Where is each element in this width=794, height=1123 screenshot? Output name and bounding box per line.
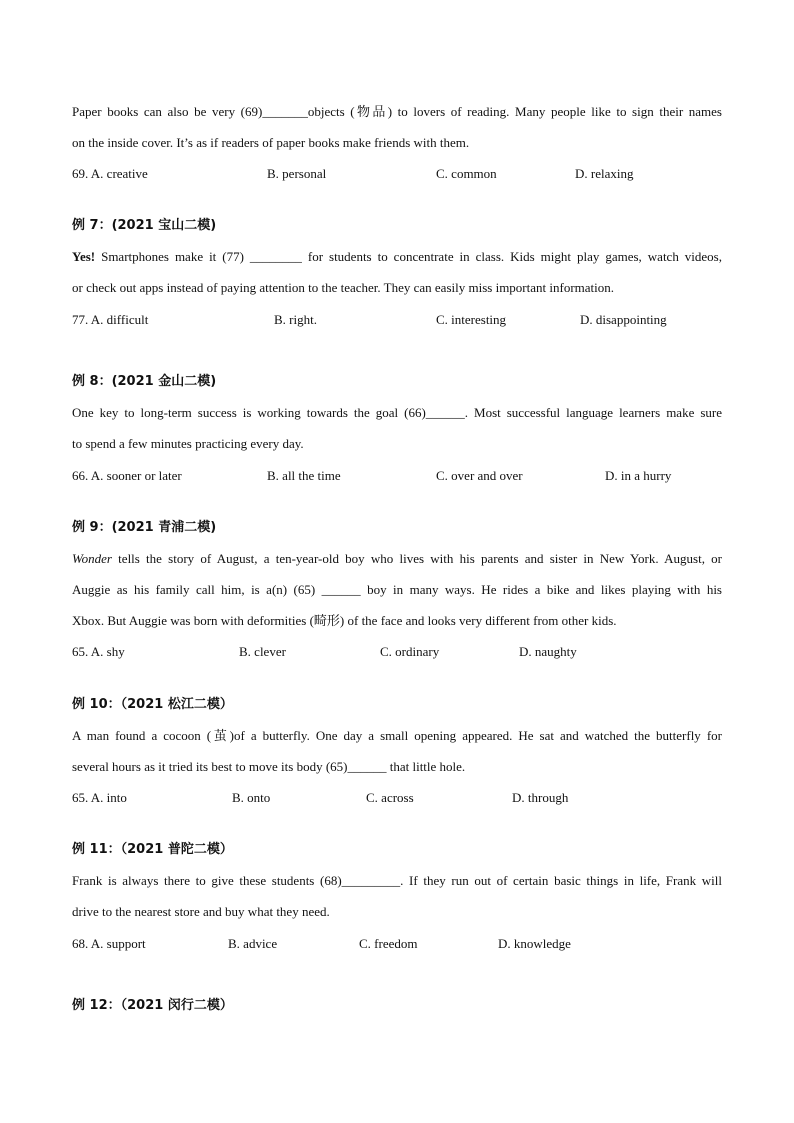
ex7-text-line-2: or check out apps instead of paying attention to the teacher. They can easily miss important information. [72, 280, 615, 295]
ex11-heading: 例 11：（2021 普陀二模） [72, 842, 233, 857]
ex8-heading: 例 8：(2021 金山二模) [72, 374, 217, 389]
ex9-heading: 例 9：(2021 青浦二模) [72, 520, 217, 535]
ex7-lead-word: Yes! [72, 249, 96, 264]
ex6-option-a: 69. A. creative [72, 166, 148, 181]
ex9-option-a: 65. A. shy [72, 644, 125, 659]
ex10-text-line-1: A man found a cocoon (茧)of a butterfly. One day a small opening appeared. He sat and watched the butterfly for [72, 728, 722, 743]
ex9-text-line-1 [72, 551, 722, 567]
ex11-option-b: B. advice [228, 936, 278, 951]
ex9-book-title: Wonder [72, 551, 112, 566]
ex8-text-line-1: One key to long-term success is working towards the goal (66)______. Most successful language learners make sure [72, 405, 722, 420]
ex9-option-b: B. clever [239, 644, 286, 659]
ex10-option-c: C. across [366, 790, 414, 805]
ex11-text-line-1: Frank is always there to give these students (68)_________. If they run out of certain basic things in life, Frank will [72, 873, 722, 888]
ex7-heading: 例 7：(2021 宝山二模) [72, 218, 217, 233]
ex12-heading: 例 12：（2021 闵行二模） [72, 998, 233, 1013]
ex11-option-c: C. freedom [359, 936, 418, 951]
ex9-option-c: C. ordinary [380, 644, 440, 659]
ex8-option-a: 66. A. sooner or later [72, 468, 182, 483]
ex9-text-line-3: Xbox. But Auggie was born with deformities (畸形) of the face and looks very different from other kids. [72, 613, 617, 628]
ex7-option-a: 77. A. difficult [72, 312, 149, 327]
ex8-option-b: B. all the time [267, 468, 341, 483]
ex9-option-d: D. naughty [519, 644, 577, 659]
ex6-option-c: C. common [436, 166, 497, 181]
ex8-option-c: C. over and over [436, 468, 523, 483]
ex9-text-line-2: Auggie as his family call him, is a(n) (65) ______ boy in many ways. He rides a bike and likes playing with his [72, 582, 722, 597]
ex7-text-line-1-rest: Smartphones make it (77) ________ for students to concentrate in class. Kids might play games, watch videos, [95, 249, 722, 264]
ex11-option-d: D. knowledge [498, 936, 571, 951]
ex9-text-line-1-rest: tells the story of August, a ten-year-old boy who lives with his parents and sister in New York. August, or [111, 551, 722, 566]
ex8-option-d: D. in a hurry [605, 468, 672, 483]
ex6-text-line-1: Paper books can also be very (69)_______objects (物品) to lovers of reading. Many people like to sign their names [72, 104, 722, 119]
ex7-option-b: B. right. [274, 312, 317, 327]
ex6-option-b: B. personal [267, 166, 327, 181]
ex11-text-line-2: drive to the nearest store and buy what they need. [72, 904, 330, 919]
ex10-heading: 例 10：（2021 松江二模） [72, 697, 233, 712]
ex11-option-a: 68. A. support [72, 936, 146, 951]
ex10-text-line-2: several hours as it tried its best to move its body (65)______ that little hole. [72, 759, 466, 774]
ex6-option-d: D. relaxing [575, 166, 634, 181]
ex7-option-c: C. interesting [436, 312, 507, 327]
ex6-text-line-2: on the inside cover. It’s as if readers of paper books make friends with them. [72, 135, 470, 150]
ex10-option-b: B. onto [232, 790, 271, 805]
ex10-option-a: 65. A. into [72, 790, 127, 805]
ex7-text-line-1 [72, 249, 722, 265]
ex10-option-d: D. through [512, 790, 569, 805]
ex8-text-line-2: to spend a few minutes practicing every day. [72, 436, 304, 451]
ex7-option-d: D. disappointing [580, 312, 667, 327]
